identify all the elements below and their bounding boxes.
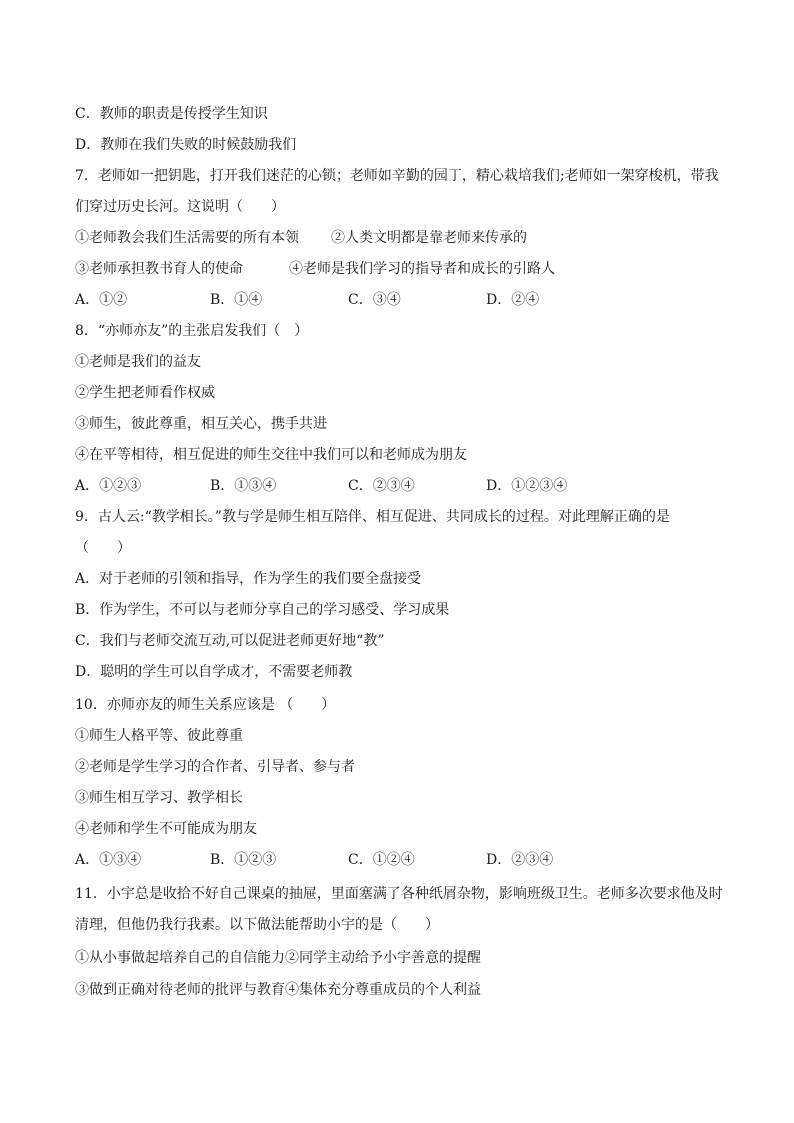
q7-statement-3: ③老师承担教书育人的使命 — [75, 261, 243, 277]
q8-choice-a: A．①②③ — [75, 478, 142, 494]
q9-stem-line1: 9．古人云:“教学相长。”教与学是师生相互陪伴、相互促进、共同成长的过程。对此理解正确的是 — [75, 509, 670, 525]
q9-option-c: C．我们与老师交流互动,可以促进老师更好地“教” — [75, 633, 385, 649]
q10-choice-d: D．②③④ — [486, 852, 554, 868]
q8-choice-c: C．②③④ — [348, 478, 415, 494]
q7-choice-a: A．①② — [75, 292, 128, 308]
q11-stem-line2: 清理，但他仍我行我素。以下做法能帮助小宇的是（ ） — [75, 917, 439, 933]
q7-choice-b: B．①④ — [210, 292, 263, 308]
q7-statement-1: ①老师教会我们生活需要的所有本领 — [75, 230, 299, 246]
q7-choice-d: D．②④ — [486, 292, 540, 308]
q10-choice-a: A．①③④ — [75, 852, 142, 868]
q11-statements-line2: ③做到正确对待老师的批评与教育④集体充分尊重成员的个人利益 — [75, 982, 481, 998]
q7-statement-2: ②人类文明都是靠老师来传承的 — [331, 230, 527, 246]
q8-choice-d: D．①②③④ — [486, 478, 568, 494]
q10-statement-3: ③师生相互学习、教学相长 — [75, 790, 243, 806]
q6-option-c: C．教师的职责是传授学生知识 — [75, 106, 268, 122]
q6-option-d: D．教师在我们失败的时候鼓励我们 — [75, 137, 297, 153]
q8-stem: 8．“亦师亦友”的主张启发我们（ ） — [75, 323, 309, 339]
q9-option-a: A．对于老师的引领和指导，作为学生的我们要全盘接受 — [75, 571, 422, 587]
q7-stem-line2: 们穿过历史长河。这说明（ ） — [75, 199, 285, 215]
q10-choice-c: C．①②④ — [348, 852, 415, 868]
q7-stem-line1: 7．老师如一把钥匙，打开我们迷茫的心锁；老师如辛勤的园丁，精心栽培我们;老师如一架穿梭机，带我 — [75, 168, 719, 184]
q10-choice-b: B．①②③ — [210, 852, 277, 868]
q8-statement-1: ①老师是我们的益友 — [75, 354, 201, 370]
q8-statement-4: ④在平等相待，相互促进的师生交往中我们可以和老师成为朋友 — [75, 447, 467, 463]
q7-choice-c: C．③④ — [348, 292, 401, 308]
q8-choice-b: B．①③④ — [210, 478, 277, 494]
q11-statements-line1: ①从小事做起培养自己的自信能力②同学主动给予小宇善意的提醒 — [75, 950, 481, 966]
q8-statement-3: ③师生，彼此尊重，相互关心，携手共进 — [75, 416, 327, 432]
q9-option-d: D．聪明的学生可以自学成才，不需要老师教 — [75, 664, 353, 680]
q8-statement-2: ②学生把老师看作权威 — [75, 385, 215, 401]
q7-statement-4: ④老师是我们学习的指导者和成长的引路人 — [289, 261, 555, 277]
q9-stem-line2: （ ） — [75, 540, 131, 556]
q10-statement-2: ②老师是学生学习的合作者、引导者、参与者 — [75, 759, 355, 775]
q10-statement-1: ①师生人格平等、彼此尊重 — [75, 728, 243, 744]
q9-option-b: B．作为学生，不可以与老师分享自己的学习感受、学习成果 — [75, 602, 450, 618]
q10-stem: 10．亦师亦友的师生关系应该是 （ ） — [75, 697, 336, 713]
q11-stem-line1: 11．小宇总是收拾不好自己课桌的抽屉，里面塞满了各种纸屑杂物，影响班级卫生。老师多次要求他及时 — [75, 886, 723, 902]
q10-statement-4: ④老师和学生不可能成为朋友 — [75, 821, 257, 837]
